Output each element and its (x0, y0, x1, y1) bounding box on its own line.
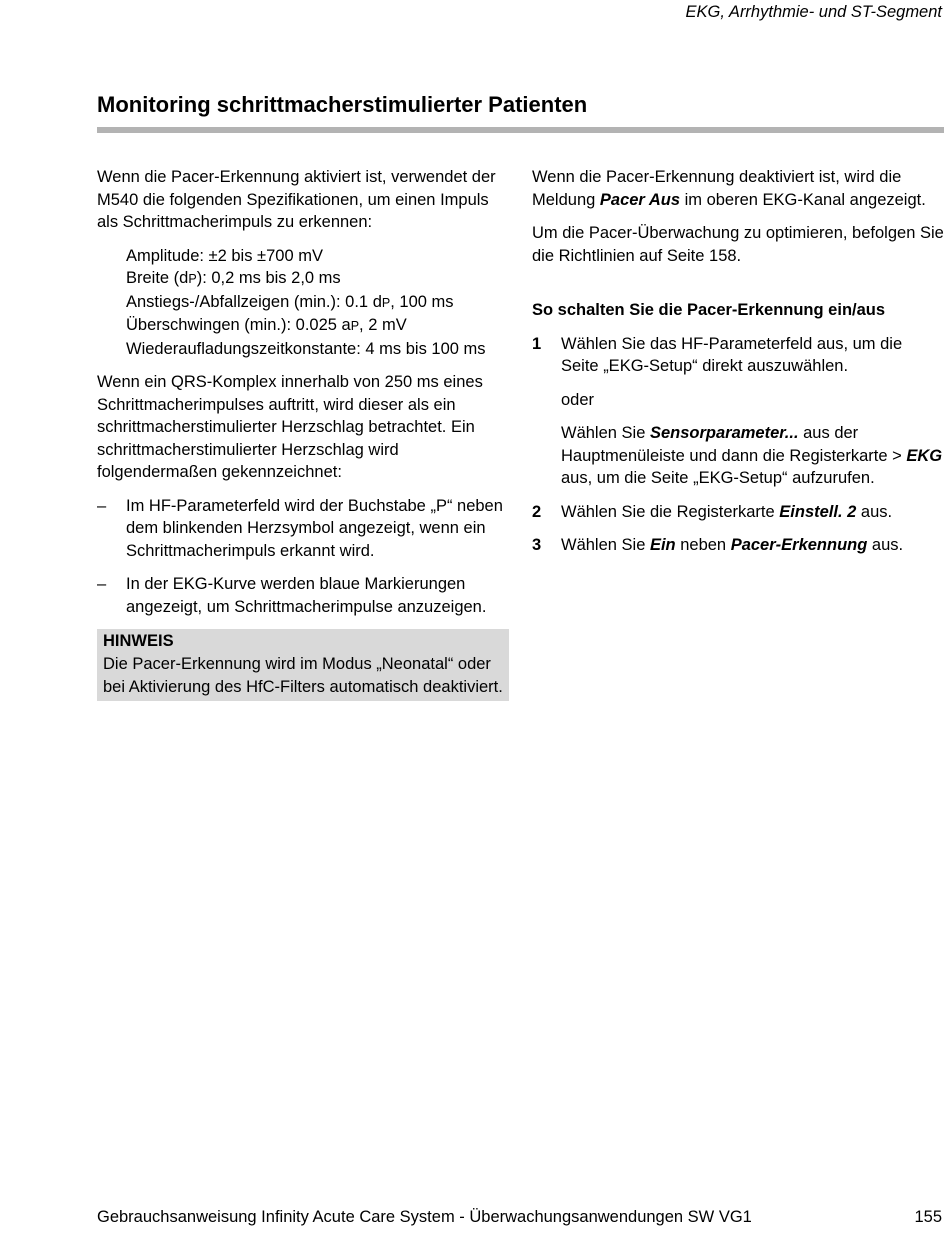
spec-width: Breite (dP): 0,2 ms bis 2,0 ms (126, 269, 341, 287)
sensorparameter-term: Sensorparameter... (649, 424, 799, 442)
ein-term: Ein (649, 536, 676, 554)
list-item (97, 573, 509, 618)
note-box (97, 629, 509, 701)
note-text: Die Pacer-Erkennung wird im Modus „Neonatal“ oder bei Aktivierung des HfC-Filters automatisch deaktiviert. (103, 655, 503, 696)
spec-rise-time: Anstiegs-/Abfallzeigen (min.): 0.1 dP, 100 ms (126, 292, 454, 311)
step-text: Wählen Sie Ein neben Pacer-Erkennung aus. (561, 536, 904, 554)
pacer-off-paragraph: Wenn die Pacer-Erkennung deaktiviert ist, wird die Meldung Pacer Aus im oberen EKG-Kanal angezeigt. (532, 168, 926, 209)
right-column (532, 166, 944, 568)
procedure-heading: So schalten Sie die Pacer-Erkennung ein/aus (532, 301, 886, 319)
bullet-text: Im HF-Parameterfeld wird der Buchstabe „P“ neben dem blinkenden Herzsymbol angezeigt, wenn ein Schrittmacherimpuls erkannt wird. (126, 496, 503, 560)
step-2 (532, 501, 944, 524)
list-item (97, 495, 509, 563)
step-number: 2 (532, 502, 542, 521)
spec-amplitude: Amplitude: ±2 bis ±700 mV (126, 246, 323, 265)
optimize-paragraph: Um die Pacer-Überwachung zu optimieren, befolgen Sie die Richtlinien auf Seite 158. (532, 224, 944, 265)
step-1 (532, 333, 944, 490)
step-number: 3 (532, 536, 542, 554)
qrs-paragraph: Wenn ein QRS-Komplex innerhalb von 250 ms eines Schrittmacherimpulses auftritt, wird dieser als ein schrittmacherstimulierter Herzschlag betrachtet. Ein schrittmacherstimulierter Herzschlag wird folgendermaßen gekennzeichnet: (97, 373, 483, 481)
page-number: 155 (914, 1208, 942, 1226)
ekg-term: EKG (906, 446, 943, 465)
step-text: Wählen Sie die Registerkarte Einstell. 2 aus. (561, 502, 893, 521)
note-label: HINWEIS (103, 632, 174, 650)
dash-marker: – (97, 575, 107, 593)
step-or: oder (561, 390, 595, 409)
step-text: Wählen Sie das HF-Parameterfeld aus, um die Seite „EKG-Setup“ direkt auszuwählen. (561, 334, 903, 375)
pacer-erkennung-term: Pacer-Erkennung (730, 536, 868, 554)
dash-marker: – (97, 496, 107, 515)
running-header: EKG, Arrhythmie- und ST-Segment (685, 3, 942, 21)
spec-recharge: Wiederaufladungszeitkonstante: 4 ms bis 100 ms (126, 339, 486, 358)
spec-list (126, 245, 509, 361)
page-title: Monitoring schrittmacherstimulierter Patienten (97, 92, 588, 117)
pacer-aus-term: Pacer Aus (599, 190, 680, 209)
step-3 (532, 534, 944, 557)
intro-paragraph: Wenn die Pacer-Erkennung aktiviert ist, verwendet der M540 die folgenden Spezifikationen, um einen Impuls als Schrittmacherimpuls zu erkennen: (97, 168, 496, 231)
einstell-term: Einstell. 2 (779, 502, 857, 521)
left-column (97, 166, 509, 701)
step-text: Wählen Sie Sensorparameter... aus der Hauptmenüleiste und dann die Registerkarte > EKG aus, um die Seite „EKG-Setup“ aufzurufen. (561, 424, 943, 487)
title-rule (97, 127, 944, 133)
page-footer (97, 1206, 942, 1230)
footer-text: Gebrauchsanweisung Infinity Acute Care System - Überwachungsanwendungen SW VG1 (97, 1208, 752, 1226)
spec-overshoot: Überschwingen (min.): 0.025 aP, 2 mV (126, 316, 407, 334)
bullet-text: In der EKG-Kurve werden blaue Markierungen angezeigt, um Schrittmacherimpulse anzuzeigen. (126, 575, 487, 616)
step-number: 1 (532, 334, 542, 353)
